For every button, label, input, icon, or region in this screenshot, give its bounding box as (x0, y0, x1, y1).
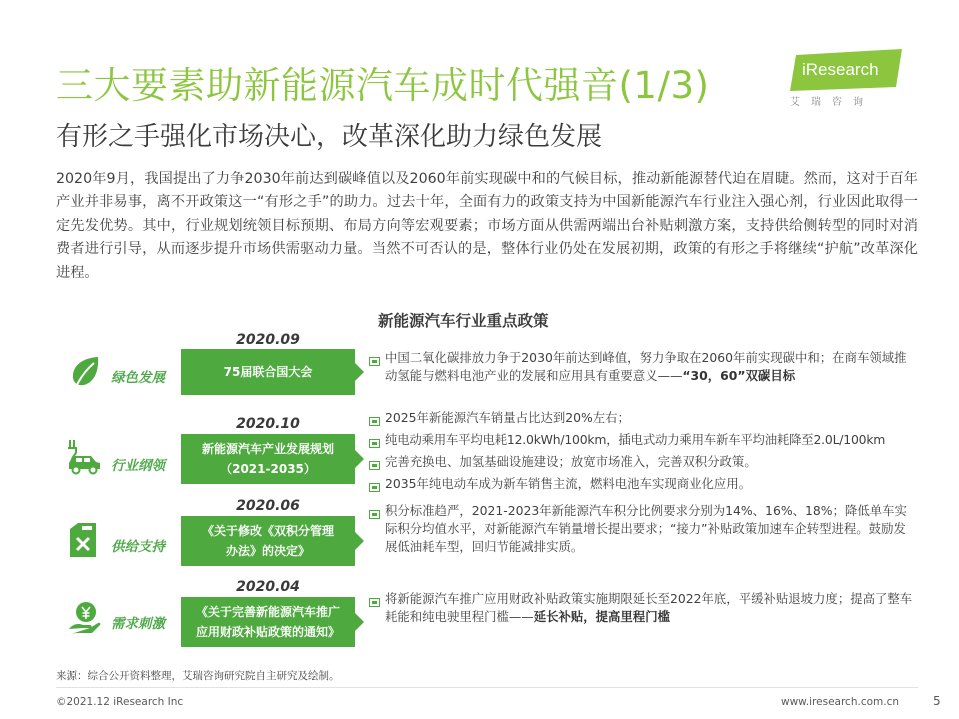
detail-text: 将新能源汽车推广应用财政补贴政策实施期限延长至2022年底，平缓补贴退坡力度；提高了整车耗能和纯电驶里程门槛—— (385, 591, 913, 624)
policy-box (181, 516, 355, 566)
policy-box (181, 434, 355, 484)
bullet-icon (369, 357, 380, 366)
detail-text: 纯电动乘用车平均电耗12.0kWh/100km，插电式动力乘用车新车平均油耗降至2.0L/100km (385, 432, 886, 447)
detail-text: 2035年纯电动车成为新车销售主流，燃料电池车实现商业化应用。 (385, 476, 752, 491)
detail-text: 中国二氧化碳排放力争于2030年前达到峰值，努力争取在2060年前实现碳中和；在商车领域推动氢能与燃料电池产业的发展和应用具有重要意义—— (385, 350, 907, 383)
row-arrow (355, 450, 364, 468)
row-label: 供给支持 (111, 539, 165, 555)
detail-item (369, 475, 914, 497)
bullet-icon (369, 461, 380, 470)
iresearch-logo (790, 49, 908, 109)
row-label: 需求刺激 (111, 616, 165, 632)
logo-text: iResearch (802, 60, 879, 79)
copyright: ©2021.12 iResearch Inc (56, 696, 184, 708)
row-label: 绿色发展 (111, 370, 165, 386)
source-note: 来源：综合公开资料整理，艾瑞咨询研究院自主研究及绘制。 (56, 670, 340, 682)
policy-line: 《关于完善新能源汽车推广 (195, 605, 340, 619)
fuel-can-icon (66, 521, 100, 559)
bullet-icon (369, 510, 380, 519)
website-link[interactable]: www.iresearch.com.cn (781, 696, 900, 708)
row-label: 行业纲领 (111, 458, 165, 474)
bullet-icon (369, 439, 380, 448)
detail-item (369, 349, 914, 385)
detail-item (369, 502, 914, 556)
policy-box (181, 597, 355, 647)
page-title: 三大要素助新能源汽车成时代强音(1/3) (56, 64, 710, 107)
detail-text: 完善充换电、加氢基础设施建设；放宽市场准入，完善双积分政策。 (385, 454, 757, 469)
policy-line: 新能源汽车产业发展规划 (201, 442, 334, 456)
detail-text: 积分标准趋严，2021-2023年新能源汽车积分比例要求分别为14%、16%、18%；降低单车实际积分均值水平，对新能源汽车销量增长提出要求；“接力”补贴政策加速车企转型进程。鼓励发展低油耗车型，回归节能减排实质。 (385, 503, 907, 554)
yuan-hand-icon (66, 599, 104, 637)
policy-line: 应用财政补贴政策的通知》 (195, 625, 340, 639)
policy-line: （2021-2035） (220, 462, 316, 476)
footer-divider (56, 687, 918, 688)
policy-line: 办法》的决定》 (225, 544, 310, 558)
policy-detail (369, 590, 914, 626)
detail-text: 2025年新能源汽车销量占比达到20%左右； (385, 410, 630, 425)
row-date: 2020.09 (236, 332, 300, 348)
detail-item (369, 409, 914, 431)
detail-item (369, 453, 914, 475)
row-arrow (355, 613, 364, 631)
detail-highlight: “30，60”双碳目标 (682, 368, 796, 383)
page-subtitle: 有形之手强化市场决心，改革深化助力绿色发展 (56, 122, 603, 152)
electric-car-icon (64, 436, 104, 476)
section-heading: 新能源汽车行业重点政策 (378, 312, 549, 330)
policy-box (181, 349, 355, 395)
detail-item (369, 431, 914, 453)
policy-detail (369, 349, 914, 385)
detail-highlight: 延长补贴，提高里程门槛 (533, 609, 670, 624)
policy-line: 《关于修改《双积分管理 (201, 524, 334, 538)
row-date: 2020.10 (236, 416, 300, 432)
row-arrow (355, 532, 364, 550)
bullet-icon (369, 598, 380, 607)
row-date: 2020.04 (236, 579, 300, 595)
bullet-icon (369, 483, 380, 492)
intro-paragraph: 2020年9月，我国提出了力争2030年前达到碳峰值以及2060年前实现碳中和的气候目标，推动新能源替代迫在眉睫。然而，这对于百年产业并非易事，离不开政策这一“有形之手”的助力。过去十年，全面有力的政策支持为中国新能源汽车行业注入强心剂，行业因此取得一定先发优势。其中，行业规划统领目标预期、布局方向等宏观要素；市场方面从供需两端出台补贴刺激方案，支持供给侧转型的同时对消费者进行引导，从而逐步提升市场供需驱动力量。当然不可否认的是，整体行业仍处在发展初期，政策的有形之手将继续“护航”改革深化进程。 (56, 171, 918, 281)
bullet-icon (369, 417, 380, 426)
page-number: 5 (933, 694, 941, 708)
leaf-icon (68, 354, 104, 390)
policy-line: 75届联合国大会 (223, 365, 313, 379)
row-arrow (355, 363, 364, 381)
row-date: 2020.06 (236, 498, 300, 514)
detail-item (369, 590, 914, 626)
logo-subtext: 艾瑞咨询 (790, 97, 874, 108)
policy-detail (369, 502, 914, 556)
policy-detail (369, 409, 914, 497)
